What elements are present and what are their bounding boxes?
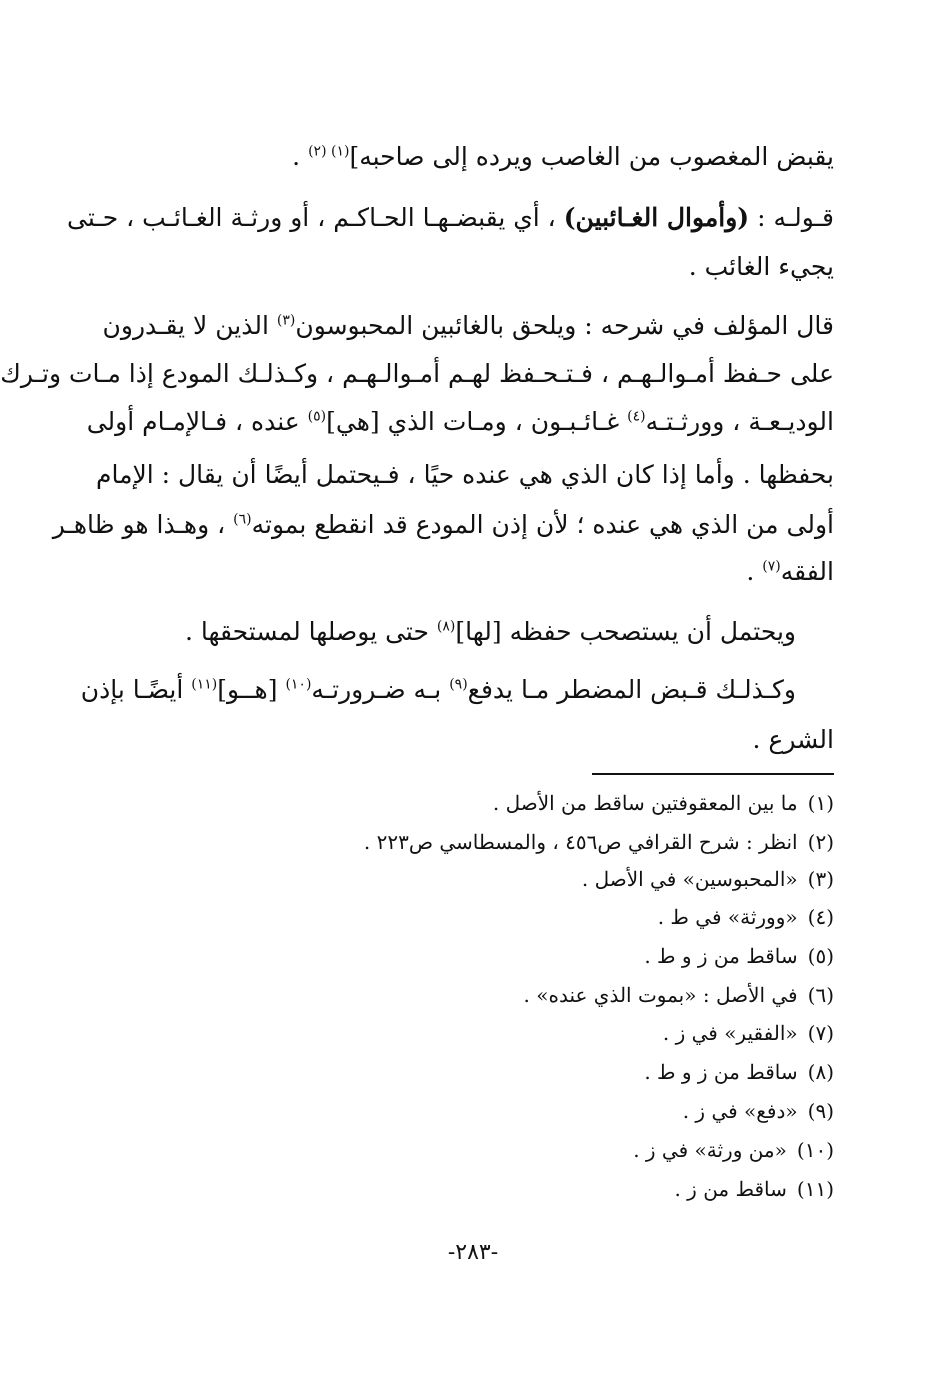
footnote-1 xyxy=(493,790,834,816)
body-line-12: الشرع . xyxy=(752,725,834,754)
footnote-text: «من ورثة» في ز . xyxy=(633,1138,787,1162)
body-line-5: على حـفظ أمـوالـهـم ، فـتـحـفظ لهـم أمـوالـهـم ، وكـذلـك المودع إذا مـات وتـرك xyxy=(0,359,834,388)
footnote-number: (٩) xyxy=(807,1099,834,1123)
footnote-4 xyxy=(658,904,834,930)
body-line-10 xyxy=(185,617,796,647)
text-segment: بـه ضـرورتـه xyxy=(311,675,450,704)
footnote-ref: (٧) xyxy=(762,558,781,575)
footnote-ref: (٥) xyxy=(307,408,327,425)
footnote-11 xyxy=(674,1176,834,1202)
page-number: -٢٨٣- xyxy=(447,1240,499,1265)
footnote-ref: (٦) xyxy=(233,511,252,528)
footnote-number: (١) xyxy=(807,791,834,815)
footnote-7 xyxy=(663,1020,834,1046)
text-segment: ، وهـذا هو ظاهـر xyxy=(52,510,234,539)
text-segment: الفقه xyxy=(780,557,834,586)
body-line-1 xyxy=(292,142,834,172)
text-segment: غـائـبـون ، ومـات الذي [هي] xyxy=(326,407,628,436)
footnote-text: ساقط من ز . xyxy=(674,1177,787,1201)
text-segment: ، أي يقبضـهـا الحـاكـم ، أو ورثـة الغـائـب ، حـتى xyxy=(66,203,564,232)
body-line-6 xyxy=(86,407,834,437)
footnote-text: «دفع» في ز . xyxy=(682,1099,798,1123)
quoted-term: (وأموال الغـائبين) xyxy=(563,203,750,232)
body-line-8 xyxy=(52,510,834,540)
footnote-text: انظر : شرح القرافي ص٤٥٦ ، والمسطاسي ص٢٢٣ . xyxy=(363,830,798,854)
footnote-number: (١١) xyxy=(796,1177,834,1201)
text-segment: الذين لا يقـدرون xyxy=(102,311,277,340)
text-segment: قال المؤلف في شرحه : ويلحق بالغائبين المحبوسون xyxy=(295,311,834,340)
footnote-8 xyxy=(644,1059,834,1085)
footnote-text: «وورثة» في ط . xyxy=(657,905,798,929)
text-segment: ويحتمل أن يستصحب حفظه [لها] xyxy=(455,617,796,646)
footnote-text: ساقط من ز و ط . xyxy=(644,944,798,968)
footnote-ref: (٩) xyxy=(449,676,468,693)
body-line-4 xyxy=(102,311,834,341)
footnote-text: «الفقير» في ز . xyxy=(662,1021,798,1045)
footnote-number: (٨) xyxy=(807,1060,834,1084)
footnote-text: ساقط من ز و ط . xyxy=(644,1060,798,1084)
text-segment: حتى يوصلها لمستحقها . xyxy=(184,617,437,646)
footnote-2 xyxy=(364,829,834,855)
footnote-text: «المحبوسين» في الأصل . xyxy=(581,867,798,891)
body-line-2 xyxy=(66,203,834,233)
text-segment: قـولـه : xyxy=(749,203,834,232)
text-segment: . xyxy=(746,557,763,586)
footnote-number: (٧) xyxy=(807,1021,834,1045)
footnote-5 xyxy=(644,943,834,969)
footnote-9 xyxy=(683,1098,834,1124)
footnote-number: (٥) xyxy=(807,944,834,968)
footnote-ref: (١) (٢) xyxy=(308,143,350,160)
footnote-ref: (١٠) xyxy=(285,676,312,693)
footnote-text: ما بين المعقوفتين ساقط من الأصل . xyxy=(492,791,798,815)
footnote-text: في الأصل : «بموت الذي عنده» . xyxy=(523,983,798,1007)
footnote-number: (١٠) xyxy=(796,1138,834,1162)
footnote-number: (٢) xyxy=(807,830,834,854)
text-segment: أولى من الذي هي عنده ؛ لأن إذن المودع قد انقطع بموته xyxy=(251,510,834,539)
footnote-6 xyxy=(524,982,834,1008)
text-segment: الوديـعـة ، وورثـتـه xyxy=(645,407,834,436)
text-segment: أيضًـا بإذن xyxy=(80,675,192,704)
footnote-10 xyxy=(633,1137,834,1163)
footnote-ref: (٨) xyxy=(436,618,456,635)
body-line-3: يجيء الغائب . xyxy=(688,252,834,281)
text-segment: وكـذلـك قـبض المضطر مـا يدفع xyxy=(467,675,796,704)
body-line-7: بحفظها . وأما إذا كان الذي هي عنده حيًا ، فـيحتمل أيضًا أن يقال : الإمام xyxy=(95,460,834,489)
footnote-number: (٦) xyxy=(807,983,834,1007)
body-line-11 xyxy=(80,675,796,705)
text-segment: . xyxy=(292,142,309,171)
footnote-separator xyxy=(592,773,834,775)
footnote-number: (٣) xyxy=(807,867,834,891)
footnote-ref: (٤) xyxy=(627,408,646,425)
text-segment: يقبض المغصوب من الغاصب ويرده إلى صاحبه] xyxy=(349,142,834,171)
text-segment: [هــو] xyxy=(217,675,286,704)
text-segment: عنده ، فـالإمـام أولى xyxy=(86,407,308,436)
footnote-ref: (١١) xyxy=(191,676,218,693)
footnote-number: (٤) xyxy=(807,905,834,929)
body-line-9 xyxy=(746,557,834,587)
footnote-3 xyxy=(582,866,834,892)
footnote-ref: (٣) xyxy=(276,312,296,329)
